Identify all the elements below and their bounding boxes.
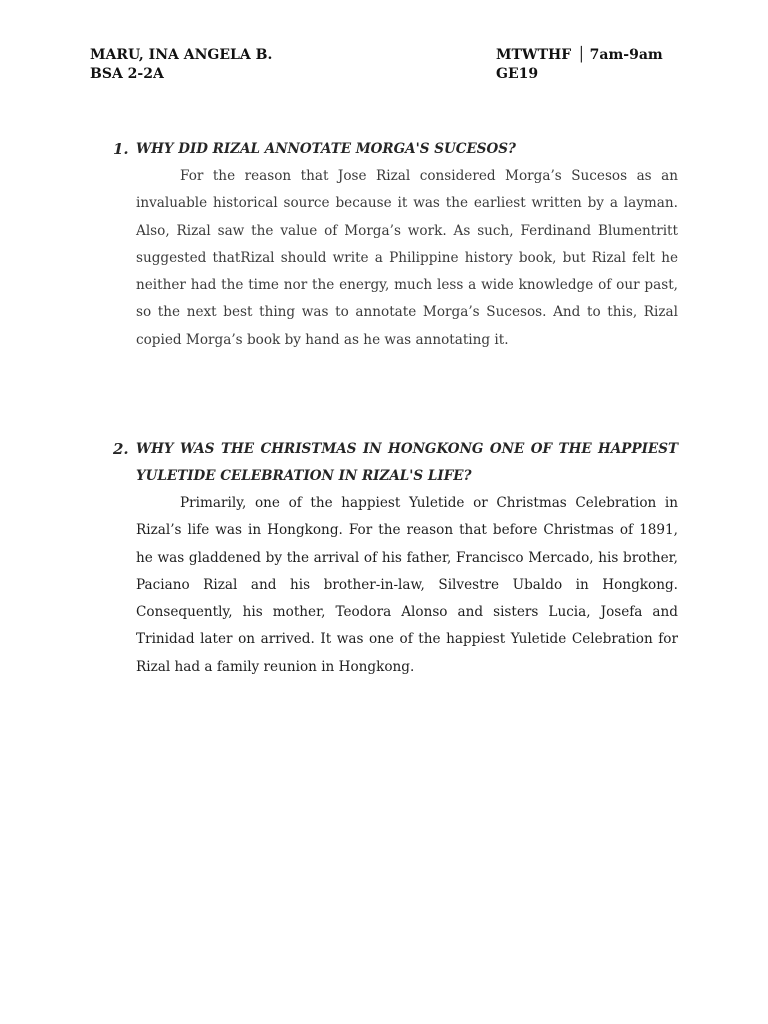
student-info [90,46,272,84]
question-2-title: WHY WAS THE CHRISTMAS IN HONGKONG ONE OF THE HAPPIEST YULETIDE CELEBRATION IN RIZAL'S LIFE? [136,441,678,484]
question-2-title-wrap [113,436,678,490]
student-section: BSA 2-2A [90,66,164,82]
question-1-number: 1. [113,140,129,158]
schedule-time: 7am-9am [589,47,663,63]
question-1-answer: For the reason that Jose Rizal considered Morga’s Sucesos as an invaluable historical source because it was the earliest written by a layman. Also, Rizal saw the value of Morga’s work. As such, Ferdinand Blumentritt suggested thatRizal should write a Philippine history book, but Rizal felt he neither had the time nor the energy, much less a wide knowledge of our past, so the next best thing was to annotate Morga’s Sucesos. And to this, Rizal copied Morga’s book by hand as he was annotating it. [136,168,678,348]
question-1 [113,136,678,354]
schedule-separator: │ [577,47,586,63]
schedule-days: MTWTHF [496,47,572,63]
class-info [496,46,663,84]
question-2-answer: Primarily, one of the happiest Yuletide or Christmas Celebration in Rizal’s life was in Hongkong. For the reason that before Christmas of 1891, he was gladdened by the arrival of his father, Francisco Mercado, his brother, Paciano Rizal and his brother-in-law, Silvestre Ubaldo in Hongkong. Consequently, his mother, Teodora Alonso and sisters Lucia, Josefa and Trinidad later on arrived. It was one of the happiest Yuletide Celebration for Rizal had a family reunion in Hongkong. [136,495,678,675]
question-1-title: WHY DID RIZAL ANNOTATE MORGA'S SUCESOS? [136,141,516,157]
student-name: MARU, INA ANGELA B. [90,47,273,63]
question-2 [113,436,678,681]
course-code: GE19 [496,66,539,82]
question-1-title-wrap [113,136,678,163]
question-2-number: 2. [113,440,129,458]
schedule [496,46,663,65]
